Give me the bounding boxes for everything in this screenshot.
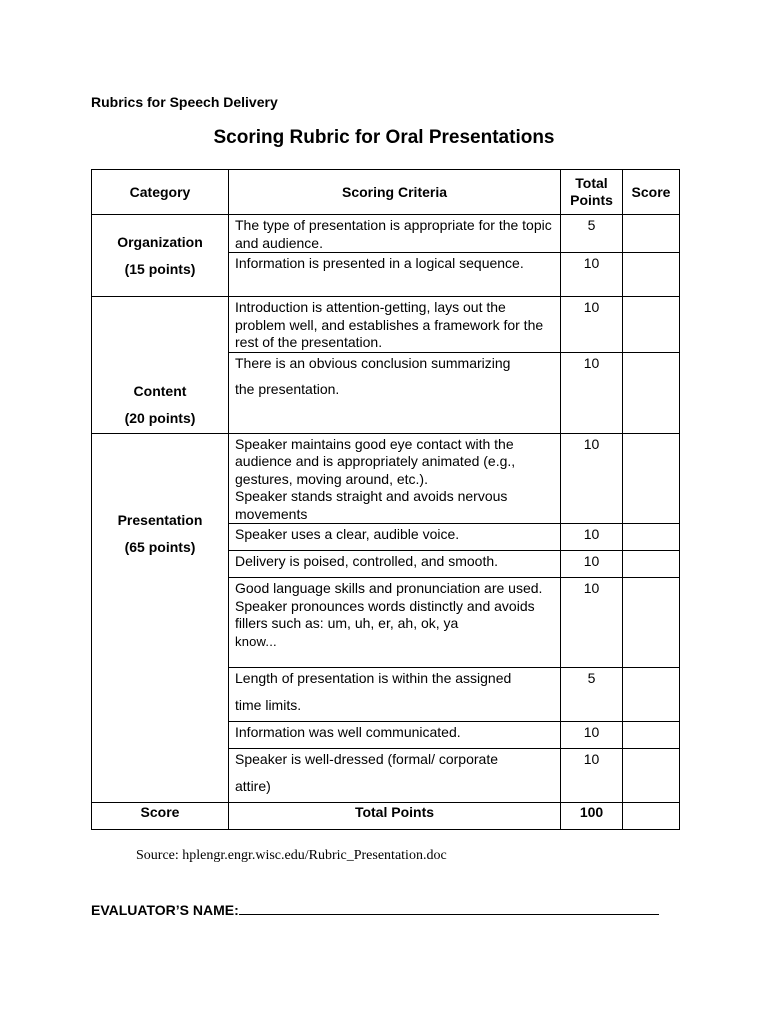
score-cell[interactable] — [623, 215, 680, 253]
score-cell[interactable] — [623, 578, 680, 668]
table-row — [92, 215, 680, 253]
footer-score-cell[interactable] — [623, 803, 680, 830]
points-cell: 5 — [561, 215, 623, 253]
evaluator-field — [91, 902, 659, 918]
score-cell[interactable] — [623, 352, 680, 433]
criteria-line: the presentation. — [235, 381, 340, 397]
header-criteria: Scoring Criteria — [229, 170, 561, 215]
header-points — [561, 170, 623, 215]
category-presentation — [92, 433, 229, 803]
category-content — [92, 297, 229, 434]
category-organization — [92, 215, 229, 297]
header-points-line2: Points — [570, 192, 613, 208]
criteria-cell — [229, 578, 561, 668]
footer-row — [92, 803, 680, 830]
header-score: Score — [623, 170, 680, 215]
source-citation: Source: hplengr.engr.wisc.edu/Rubric_Presentation.doc — [136, 848, 447, 863]
score-cell[interactable] — [623, 297, 680, 353]
score-cell[interactable] — [623, 551, 680, 578]
points-cell: 5 — [561, 668, 623, 722]
footer-total-value: 100 — [561, 803, 623, 830]
criteria-line: Speaker maintains good eye contact with the audience and is appropriately animated (e.g., gestures, moving around, etc.). — [235, 435, 516, 487]
category-points: (15 points) — [124, 260, 196, 277]
points-cell: 10 — [561, 722, 623, 749]
criteria-cell: Information was well communicated. — [229, 722, 561, 749]
criteria-cell: Introduction is attention-getting, lays out the problem well, and establishes a framework for the rest of the presentation. — [229, 297, 561, 353]
criteria-line: Speaker is well-dressed (formal/ corporate — [235, 751, 498, 767]
criteria-line: Good language skills and pronunciation are used. — [235, 580, 543, 596]
document-title: Scoring Rubric for Oral Presentations — [213, 127, 555, 148]
points-cell: 10 — [561, 253, 623, 297]
rubric-table — [91, 169, 680, 830]
table-row — [92, 297, 680, 353]
criteria-line: Speaker stands straight and avoids nervous movements — [235, 488, 508, 522]
score-cell[interactable] — [623, 433, 680, 524]
footer-score-label: Score — [92, 803, 229, 830]
category-name: Presentation — [117, 511, 203, 528]
header-category: Category — [92, 170, 229, 215]
points-cell: 10 — [561, 433, 623, 524]
criteria-cell — [229, 749, 561, 803]
score-cell[interactable] — [623, 749, 680, 803]
category-points: (20 points) — [124, 409, 196, 426]
criteria-line: Speaker pronounces words distinctly and avoids fillers such as: um, uh, er, ah, ok, ya — [235, 597, 535, 631]
criteria-line: time limits. — [235, 696, 302, 713]
evaluator-name-line[interactable] — [239, 902, 659, 915]
points-cell: 10 — [561, 297, 623, 353]
score-cell[interactable] — [623, 722, 680, 749]
table-row — [92, 433, 680, 524]
score-cell[interactable] — [623, 524, 680, 551]
criteria-cell: Information is presented in a logical sequence. — [229, 253, 561, 297]
document-kicker: Rubrics for Speech Delivery — [91, 94, 278, 110]
criteria-cell: The type of presentation is appropriate for the topic and audience. — [229, 215, 561, 253]
header-row — [92, 170, 680, 215]
category-name: Organization — [117, 233, 203, 250]
criteria-line: know... — [235, 633, 277, 649]
score-cell[interactable] — [623, 668, 680, 722]
criteria-cell — [229, 352, 561, 433]
criteria-line: attire) — [235, 777, 271, 794]
points-cell: 10 — [561, 551, 623, 578]
criteria-line: There is an obvious conclusion summarizing — [235, 354, 511, 371]
criteria-cell: Delivery is poised, controlled, and smooth. — [229, 551, 561, 578]
category-name: Content — [133, 382, 187, 399]
points-cell: 10 — [561, 352, 623, 433]
points-cell: 10 — [561, 524, 623, 551]
criteria-line: Length of presentation is within the assigned — [235, 670, 512, 686]
header-points-line1: Total — [575, 175, 608, 191]
criteria-cell: Speaker uses a clear, audible voice. — [229, 524, 561, 551]
footer-total-label: Total Points — [229, 803, 561, 830]
score-cell[interactable] — [623, 253, 680, 297]
points-cell: 10 — [561, 578, 623, 668]
criteria-cell — [229, 668, 561, 722]
evaluator-label: EVALUATOR’S NAME: — [91, 902, 239, 918]
points-cell: 10 — [561, 749, 623, 803]
criteria-cell — [229, 433, 561, 524]
category-points: (65 points) — [124, 538, 196, 555]
